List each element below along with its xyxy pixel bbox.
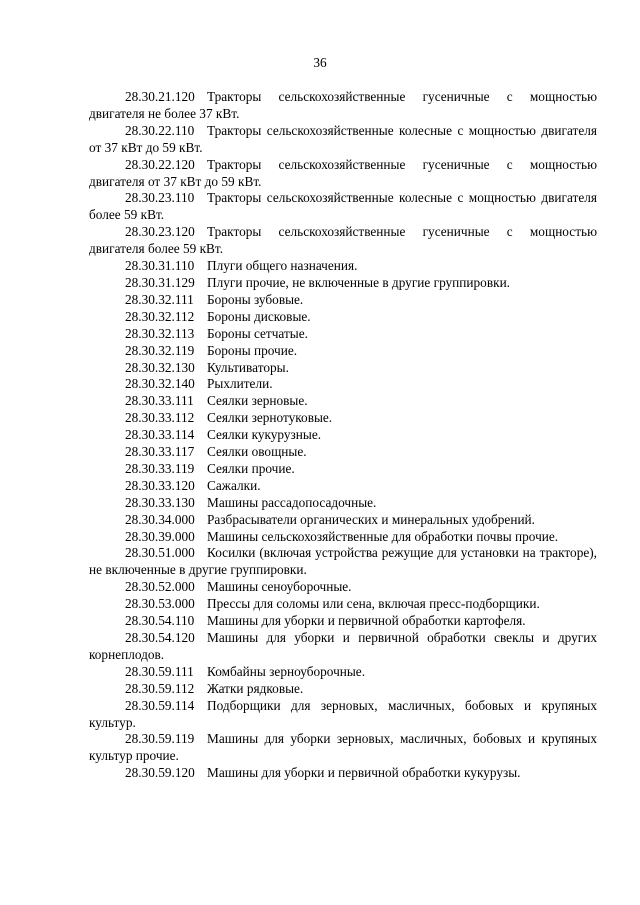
entry-code: 28.30.33.114 bbox=[125, 427, 195, 443]
entry-code: 28.30.51.000 bbox=[125, 545, 195, 561]
entry-text: Плуги прочие, не включенные в другие группировки. bbox=[207, 274, 511, 290]
entry-text: Тракторы сельскохозяйственные гусеничные с мощностью двигателя не более 37 кВт. bbox=[89, 89, 597, 121]
entry-text: Машины сельскохозяйственные для обработки почвы прочие. bbox=[207, 528, 559, 544]
entry-text: Сеялки кукурузные. bbox=[207, 427, 322, 443]
entry-code: 28.30.32.119 bbox=[125, 342, 195, 358]
entry-code: 28.30.32.112 bbox=[125, 308, 195, 324]
entry-text: Комбайны зерноуборочные. bbox=[207, 663, 366, 679]
entry-code: 28.30.54.120 bbox=[125, 630, 195, 645]
classifier-entry bbox=[89, 326, 597, 343]
entry-text: Машины для уборки и первичной обработки кукурузы. bbox=[207, 765, 521, 781]
entry-code: 28.30.59.112 bbox=[125, 680, 195, 696]
entry-text: Бороны прочие. bbox=[207, 342, 298, 358]
classifier-entry bbox=[89, 393, 597, 410]
entry-code: 28.30.22.120 bbox=[125, 156, 195, 172]
entry-code: 28.30.32.111 bbox=[125, 291, 194, 307]
entry-code: 28.30.34.000 bbox=[125, 511, 195, 527]
entry-code: 28.30.21.120 bbox=[125, 89, 195, 104]
entry-code: 28.30.59.120 bbox=[125, 765, 195, 781]
classifier-entry bbox=[89, 410, 597, 427]
classifier-entry bbox=[89, 343, 597, 360]
classifier-list bbox=[89, 89, 597, 782]
entry-text: Сеялки прочие. bbox=[207, 460, 295, 476]
entry-code: 28.30.52.000 bbox=[125, 579, 195, 595]
entry-text: Рыхлители. bbox=[207, 376, 273, 392]
entry-text: Подборщики для зерновых, масличных, бобовых и крупяных культур. bbox=[89, 697, 597, 730]
entry-text: Жатки рядковые. bbox=[207, 680, 304, 696]
entry-text: Тракторы сельскохозяйственные колесные с мощностью двигателя более 59 кВт. bbox=[89, 190, 597, 223]
classifier-entry bbox=[89, 190, 597, 224]
entry-text: Машины для уборки и первичной обработки свеклы и других корнеплодов. bbox=[89, 630, 597, 662]
entry-text: Разбрасыватели органических и минеральных удобрений. bbox=[207, 511, 535, 527]
entry-text: Прессы для соломы или сена, включая пресс-подборщики. bbox=[207, 596, 540, 612]
classifier-entry bbox=[89, 765, 597, 782]
classifier-entry bbox=[89, 258, 597, 275]
entry-code: 28.30.59.111 bbox=[125, 663, 194, 679]
classifier-entry bbox=[89, 613, 597, 630]
entry-text: Машины сеноуборочные. bbox=[207, 579, 352, 595]
entry-code: 28.30.31.110 bbox=[125, 258, 195, 274]
entry-code: 28.30.33.130 bbox=[125, 494, 195, 510]
entry-code: 28.30.33.117 bbox=[125, 444, 195, 460]
entry-code: 28.30.33.120 bbox=[125, 477, 195, 493]
entry-text: Бороны сетчатые. bbox=[207, 325, 308, 341]
classifier-entry bbox=[89, 630, 597, 664]
entry-text: Сеялки овощные. bbox=[207, 444, 307, 460]
classifier-entry bbox=[89, 309, 597, 326]
classifier-entry bbox=[89, 89, 597, 123]
classifier-entry bbox=[89, 512, 597, 529]
entry-code: 28.30.32.130 bbox=[125, 359, 195, 375]
entry-text: Сажалки. bbox=[207, 477, 261, 493]
entry-code: 28.30.31.129 bbox=[125, 274, 195, 290]
classifier-entry bbox=[89, 596, 597, 613]
classifier-entry bbox=[89, 698, 597, 732]
classifier-entry bbox=[89, 545, 597, 579]
entry-code: 28.30.33.119 bbox=[125, 460, 195, 476]
classifier-entry bbox=[89, 461, 597, 478]
entry-code: 28.30.32.113 bbox=[125, 325, 195, 341]
classifier-entry bbox=[89, 478, 597, 495]
entry-text: Бороны зубовые. bbox=[207, 291, 304, 307]
entry-text: Сеялки зерновые. bbox=[207, 393, 308, 409]
classifier-entry bbox=[89, 360, 597, 377]
entry-text: Машины рассадопосадочные. bbox=[207, 494, 377, 510]
entry-code: 28.30.39.000 bbox=[125, 528, 195, 544]
page-number: 36 bbox=[313, 55, 327, 70]
classifier-entry bbox=[89, 731, 597, 765]
classifier-entry bbox=[89, 427, 597, 444]
classifier-entry bbox=[89, 579, 597, 596]
classifier-entry bbox=[89, 664, 597, 681]
entry-code: 28.30.32.140 bbox=[125, 376, 195, 392]
entry-code: 28.30.33.111 bbox=[125, 393, 194, 409]
entry-text: Тракторы сельскохозяйственные гусеничные с мощностью двигателя от 37 кВт до 59 кВт. bbox=[89, 156, 597, 189]
entry-text: Бороны дисковые. bbox=[207, 308, 311, 324]
classifier-entry bbox=[89, 224, 597, 258]
classifier-entry bbox=[89, 123, 597, 157]
entry-text: Тракторы сельскохозяйственные гусеничные с мощностью двигателя более 59 кВт. bbox=[89, 224, 597, 257]
classifier-entry bbox=[89, 275, 597, 292]
entry-code: 28.30.59.114 bbox=[125, 697, 195, 713]
entry-text: Машины для уборки и первичной обработки картофеля. bbox=[207, 613, 526, 629]
classifier-entry bbox=[89, 529, 597, 546]
entry-code: 28.30.22.110 bbox=[125, 122, 195, 138]
entry-text: Сеялки зернотуковые. bbox=[207, 410, 333, 426]
classifier-entry bbox=[89, 157, 597, 191]
entry-text: Тракторы сельскохозяйственные колесные с мощностью двигателя от 37 кВт до 59 кВт. bbox=[89, 122, 597, 155]
entry-text: Культиваторы. bbox=[207, 359, 289, 375]
classifier-entry bbox=[89, 495, 597, 512]
classifier-entry bbox=[89, 292, 597, 309]
entry-text: Машины для уборки зерновых, масличных, бобовых и крупяных культур прочие. bbox=[89, 731, 597, 764]
classifier-entry bbox=[89, 444, 597, 461]
entry-text: Косилки (включая устройства режущие для установки на тракторе), не включенные в другие группировки. bbox=[89, 545, 597, 578]
classifier-entry bbox=[89, 376, 597, 393]
classifier-entry bbox=[89, 681, 597, 698]
entry-code: 28.30.23.120 bbox=[125, 224, 195, 240]
entry-code: 28.30.54.110 bbox=[125, 613, 195, 629]
entry-text: Плуги общего назначения. bbox=[207, 258, 358, 274]
entry-code: 28.30.53.000 bbox=[125, 596, 195, 612]
entry-code: 28.30.23.110 bbox=[125, 190, 195, 206]
entry-code: 28.30.59.119 bbox=[125, 731, 195, 747]
entry-code: 28.30.33.112 bbox=[125, 410, 195, 426]
